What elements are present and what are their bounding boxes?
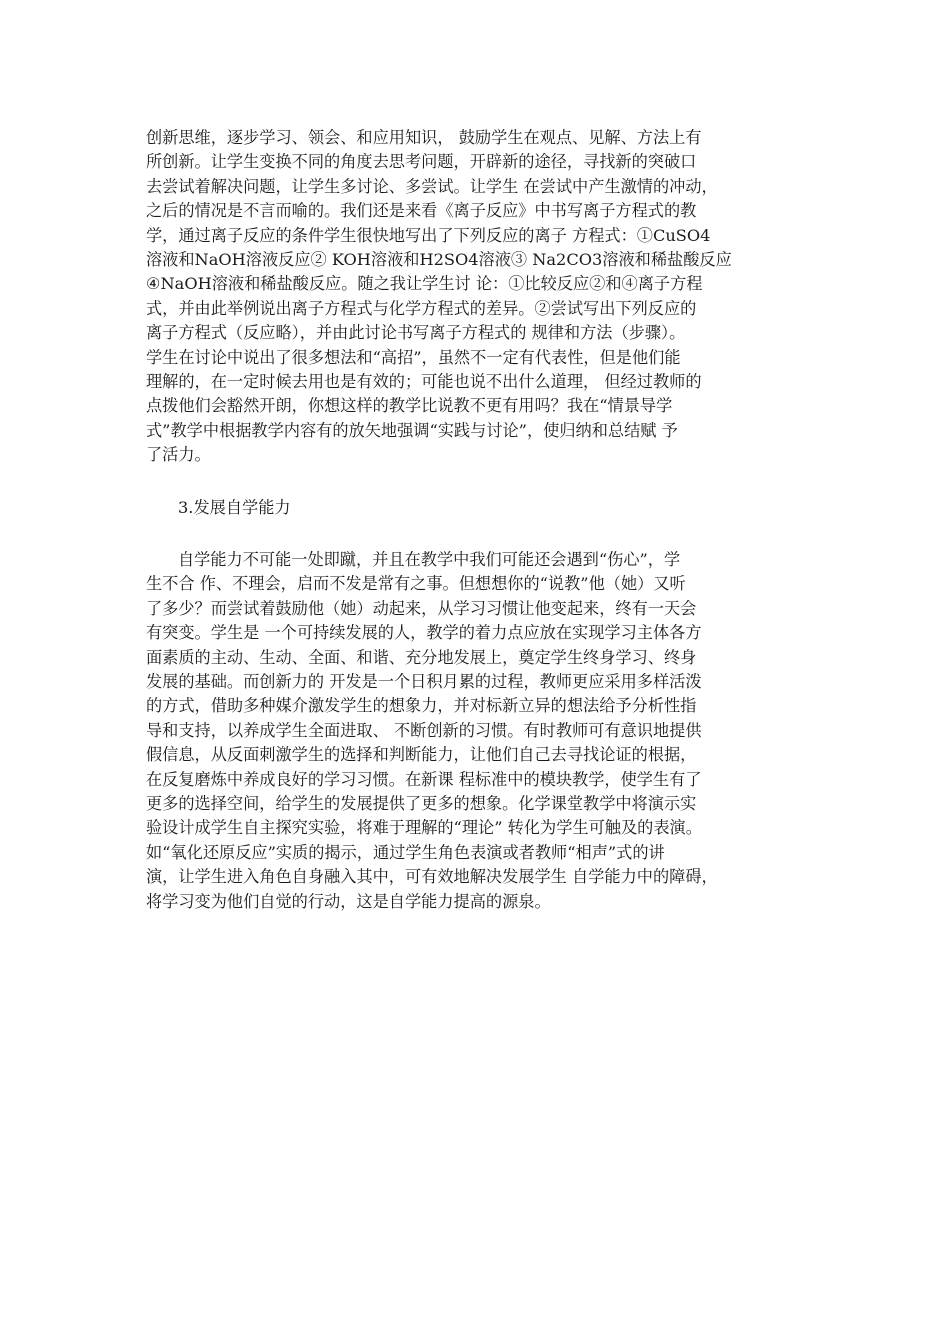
paragraph-line: 自学能力不可能一处即蹴，并且在教学中我们可能还会遇到“伤心”，学	[178, 550, 681, 569]
section-heading: 3.发展自学能力	[178, 498, 291, 517]
paragraph-line: 式”教学中根据教学内容有的放矢地强调“实践与讨论”，使归纳和总结赋 予	[146, 420, 678, 440]
paragraph-line: 离子方程式（反应略），并由此讨论书写离子方程式的 规律和方法（步骤）。	[146, 323, 686, 343]
paragraph-self-study	[146, 548, 814, 914]
paragraph-line: 将学习变为他们自觉的行动，这是自学能力提高的源泉。	[146, 891, 551, 911]
paragraph-line: 创新思维，逐步学习、领会、和应用知识， 鼓励学生在观点、见解、方法上有	[146, 128, 702, 147]
paragraph-line: 在反复磨炼中养成良好的学习习惯。在新课 程标准中的模块教学，使学生有了	[146, 769, 702, 789]
paragraph-line: 了多少？而尝试着鼓励他（她）动起来，从学习习惯让他变起来，终有一天会	[146, 598, 697, 618]
paragraph-line: 的方式，借助多种媒介激发学生的想象力，并对标新立异的想法给予分析性指	[146, 696, 697, 716]
paragraph-line: 更多的选择空间，给学生的发展提供了更多的想象。化学课堂教学中将演示实	[146, 794, 697, 814]
paragraph-line: 了活力。	[146, 445, 211, 465]
paragraph-line: 溶液和NaOH溶液反应② KOH溶液和H2SO4溶液③ Na2CO3溶液和稀盐酸反应	[146, 250, 732, 270]
paragraph-line: 面素质的主动、生动、全面、和谐、充分地发展上，奠定学生终身学习、终身	[146, 647, 697, 667]
paragraph-line: 发展的基础。而创新力的 开发是一个日积月累的过程，教师更应采用多样活泼	[146, 672, 702, 692]
paragraph-line: 学，通过离子反应的条件学生很快地写出了下列反应的离子 方程式：①CuSO4	[146, 225, 711, 245]
paragraph-line: 演，让学生进入角色自身融入其中，可有效地解决发展学生 自学能力中的障碍，	[146, 867, 718, 887]
paragraph-line: ④NaOH溶液和稀盐酸反应。随之我让学生讨 论：①比较反应②和④离子方程	[146, 274, 703, 294]
paragraph-line: 生不合 作、不理会，启而不发是常有之事。但想想你的“说教”他（她）又听	[146, 574, 686, 594]
paragraph-line: 导和支持，以养成学生全面进取、 不断创新的习惯。有时教师可有意识地提供	[146, 720, 702, 740]
paragraph-line: 验设计成学生自主探究实验，将难于理解的“理论” 转化为学生可触及的表演。	[146, 818, 702, 838]
paragraph-line: 如“氧化还原反应”实质的揭示，通过学生角色表演或者教师“相声”式的讲	[146, 842, 665, 862]
paragraph-line: 所创新。让学生变换不同的角度去思考问题，开辟新的途径，寻找新的突破口	[146, 152, 697, 172]
paragraph-line: 假信息，从反面刺激学生的选择和判断能力，让他们自己去寻找论证的根据，	[146, 745, 697, 765]
paragraph-discussion-method	[146, 126, 814, 468]
paragraph-line: 之后的情况是不言而喻的。我们还是来看《离子反应》中书写离子方程式的教	[146, 201, 697, 221]
paragraph-line: 理解的，在一定时候去用也是有效的；可能也说不出什么道理， 但经过教师的	[146, 372, 702, 392]
paragraph-line: 有突变。学生是 一个可持续发展的人，教学的着力点应放在实现学习主体各方	[146, 623, 702, 643]
paragraph-line: 学生在讨论中说出了很多想法和“高招”，虽然不一定有代表性，但是他们能	[146, 347, 681, 367]
paragraph-line: 去尝试着解决问题，让学生多讨论、多尝试。让学生 在尝试中产生激情的冲动，	[146, 176, 718, 196]
paragraph-line: 点拨他们会豁然开朗，你想这样的教学比说教不更有用吗？我在“情景导学	[146, 396, 673, 416]
paragraph-line: 式，并由此举例说出离子方程式与化学方程式的差异。②尝试写出下列反应的	[146, 298, 697, 318]
